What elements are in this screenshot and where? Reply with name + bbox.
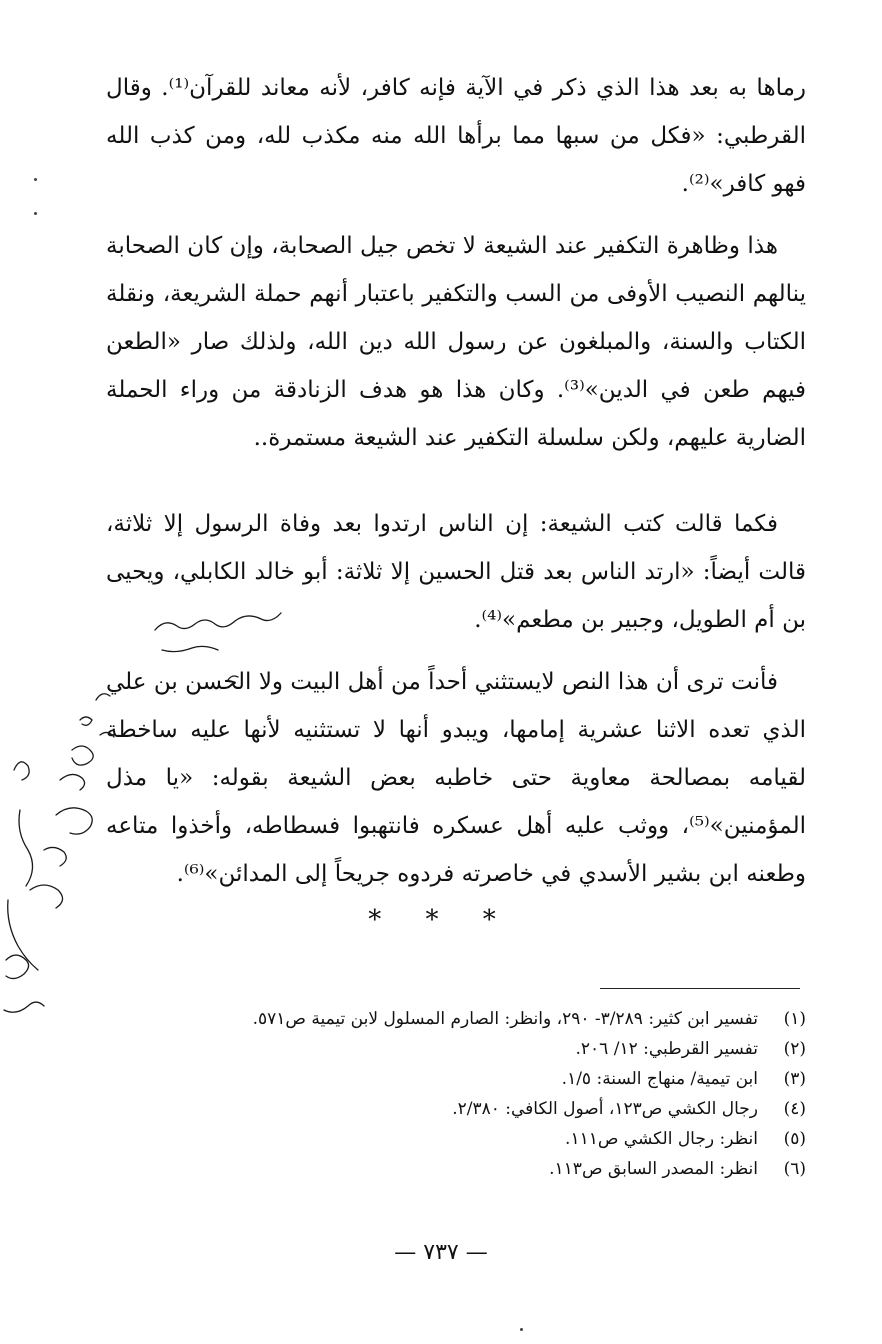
footnote-text: انظر: رجال الكشي ص١١١. [565,1129,758,1149]
footnote-item [160,1094,806,1124]
footnote-number: (٢) [783,1039,806,1059]
section-separator: * * * [368,905,514,935]
paragraph-text: فأنت ترى أن هذا النص لايستثني أحداً من أهل البيت ولا الحسن بن علي الذي تعده الاثنا عشرية إمامها، ويبدو أنها لا تستثنيه لأنها عليه ساخطة لقيامه بمصالحة معاوية حتى خاطبه بعض الشيعة بقوله: «يا مذل المؤمنين»⁽⁵⁾، ووثب عليه أهل عسكره فانتهبوا فسطاطه، وأخذوا متاعه وطعنه ابن بشير الأسدي في خاصرته فردوه جريحاً إلى المدائن»⁽⁶⁾. [106,669,806,887]
footnote-text: تفسير ابن كثير: ٣/٢٨٩- ٢٩٠، وانظر: الصارم المسلول لابن تيمية ص٥٧١. [252,1009,758,1029]
footnote-number: (٦) [783,1159,806,1179]
footnote-item [160,1124,806,1154]
paragraph-text: فكما قالت كتب الشيعة: إن الناس ارتدوا بعد وفاة الرسول إلا ثلاثة، قالت أيضاً: «ارتد الناس بعد قتل الحسين إلا ثلاثة: أبو خالد الكابلي، ويحيى بن أم الطويل، وجبير بن مطعم»⁽⁴⁾. [106,511,806,633]
footnote-divider [600,988,800,989]
footnote-number: (٣) [783,1069,806,1089]
stray-mark [34,178,37,181]
footnote-text: ابن تيمية/ منهاج السنة: ١/٥. [561,1069,758,1089]
stray-mark [520,1328,523,1331]
footnote-text: تفسير القرطبي: ١٢/ ٢٠٦. [575,1039,758,1059]
footnote-number: (٤) [783,1099,806,1119]
paragraph-text: هذا وظاهرة التكفير عند الشيعة لا تخص جيل الصحابة، وإن كان الصحابة ينالهم النصيب الأوفى من السب والتكفير باعتبار أنهم حملة الشريعة، ونقلة الكتاب والسنة، والمبلغون عن رسول الله دين الله، ولذلك صار «الطعن فيهم طعن في الدين»⁽³⁾. وكان هذا هو هدف الزنادقة من وراء الحملة الضارية عليهم، ولكن سلسلة التكفير عند الشيعة مستمرة.. [106,233,807,451]
footnote-number: (١) [783,1009,806,1029]
footnote-number: (٥) [783,1129,806,1149]
paragraph-1 [106,64,806,208]
paragraph-text: رماها به بعد هذا الذي ذكر في الآية فإنه كافر، لأنه معاند للقرآن⁽¹⁾. وقال القرطبي: «فكل من سبها مما برأها الله منه مكذب لله، ومن كذب الله فهو كافر»⁽²⁾. [106,75,807,197]
footnote-text: انظر: المصدر السابق ص١١٣. [549,1159,758,1179]
footnote-item [160,1154,806,1184]
handwritten-margin-notes [0,600,330,1060]
stray-mark [34,212,37,215]
footnote-item [160,1064,806,1094]
paragraph-2 [106,222,806,462]
page-number: — ٧٣٧ — [394,1240,488,1265]
footnote-text: رجال الكشي ص١٢٣، أصول الكافي: ٢/٣٨٠. [452,1099,758,1119]
